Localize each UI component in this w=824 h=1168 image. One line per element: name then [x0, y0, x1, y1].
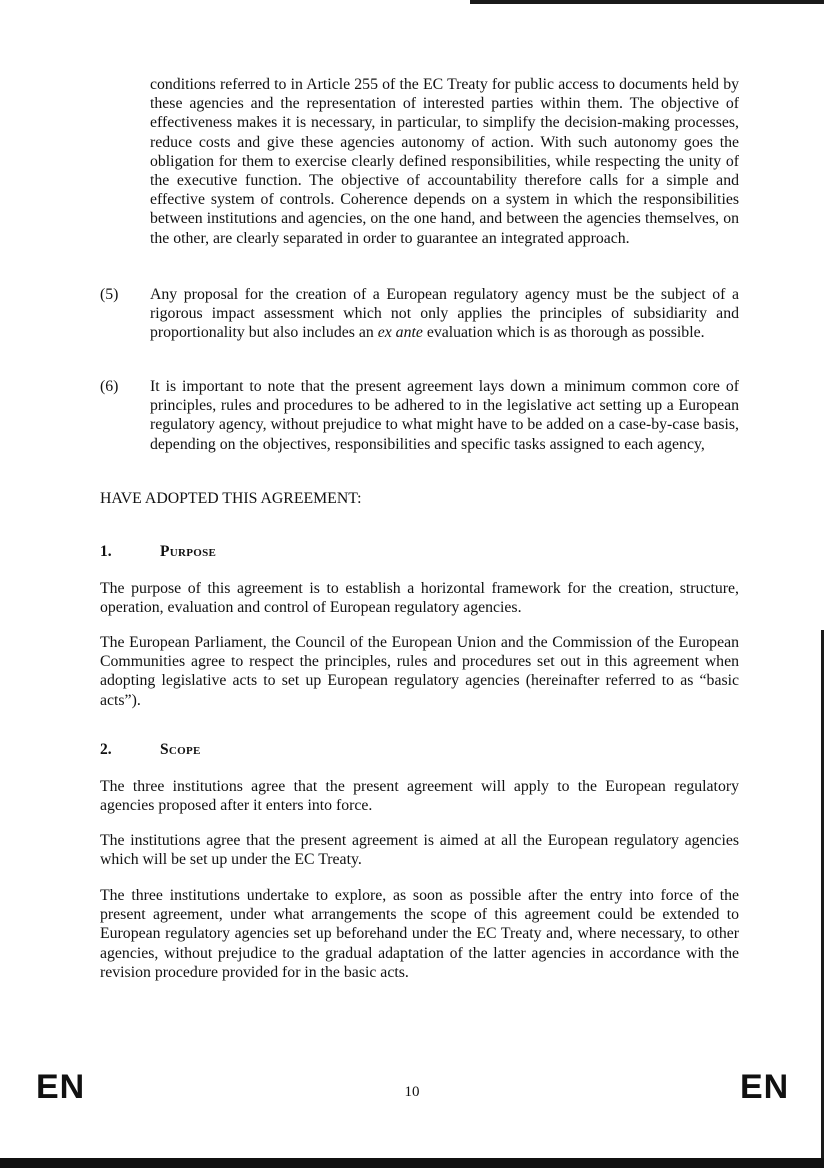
scope-paragraph: The three institutions undertake to explore, as soon as possible after the entry into force of the present agreement, under what arrangements the scope of this agreement could be extended to European regulatory agencies set up beforehand under the EC Treaty and, where necessary, to other agencies, without prejudice to the gradual adaptation of the latter agencies in accordance with the revision procedure provided for in the basic acts. — [100, 887, 739, 981]
footer-language-code-left: EN — [36, 1068, 86, 1106]
recital-5-italic-term: ex ante — [377, 324, 423, 342]
section-title-purpose: Purpose — [160, 543, 217, 560]
recital-number: (6) — [100, 378, 119, 395]
intro-continuation-paragraph: conditions referred to in Article 255 of the EC Treaty for public access to documents held by these agencies and the representation of interested parties within them. The objective of effectiveness makes it is necessary, in particular, to simplify the decision-making processes, reduce costs and give these agencies autonomy of action. With such autonomy goes the obligation for them to exercise clearly defined responsibilities, while respecting the unity of the executive function. The objective of accountability therefore calls for a simple and effective system of controls. Coherence depends on a system in which the responsibilities between institutions and agencies, on the one hand, and between the agencies themselves, on the other, are clearly separated in order to guarantee an integrated approach. — [150, 76, 739, 247]
section-title-scope: Scope — [160, 741, 201, 758]
section-number: 1. — [100, 543, 112, 560]
recital-5-text-part: Any proposal for the creation of a European regulatory agency must be the subject of a rigorous impact assessment which not only applies the principles of subsidiarity and proportionality but also includes an — [150, 286, 739, 342]
purpose-paragraph: The European Parliament, the Council of the European Union and the Commission of the European Communities agree to respect the principles, rules and procedures set out in this agreement when adopting legislative acts to set up European regulatory agencies (hereinafter referred to as “basic acts”). — [100, 634, 739, 709]
footer-language-code-right: EN — [740, 1068, 790, 1106]
recital-6-text: It is important to note that the present agreement lays down a minimum common core of principles, rules and procedures to be adhered to in the legislative act setting up a European regulatory agency, without prejudice to what might have to be added on a case-by-case basis, depending on the objectives, responsibilities and specific tasks assigned to each agency, — [150, 378, 739, 453]
scan-edge-bottom — [0, 1158, 824, 1168]
scan-edge-top — [470, 0, 824, 4]
recital-5-text — [150, 285, 739, 343]
adoption-statement: HAVE ADOPTED THIS AGREEMENT: — [100, 490, 362, 507]
scope-paragraph: The three institutions agree that the present agreement will apply to the European regulatory agencies proposed after it enters into force. — [100, 778, 739, 815]
recital-number: (5) — [100, 286, 119, 303]
section-number: 2. — [100, 741, 112, 758]
recital-5-text-part: evaluation which is as thorough as possible. — [422, 324, 705, 342]
page-number: 10 — [404, 1084, 420, 1100]
scope-paragraph: The institutions agree that the present agreement is aimed at all the European regulatory agencies which will be set up under the EC Treaty. — [100, 832, 739, 869]
purpose-paragraph: The purpose of this agreement is to establish a horizontal framework for the creation, structure, operation, evaluation and control of European regulatory agencies. — [100, 580, 739, 617]
